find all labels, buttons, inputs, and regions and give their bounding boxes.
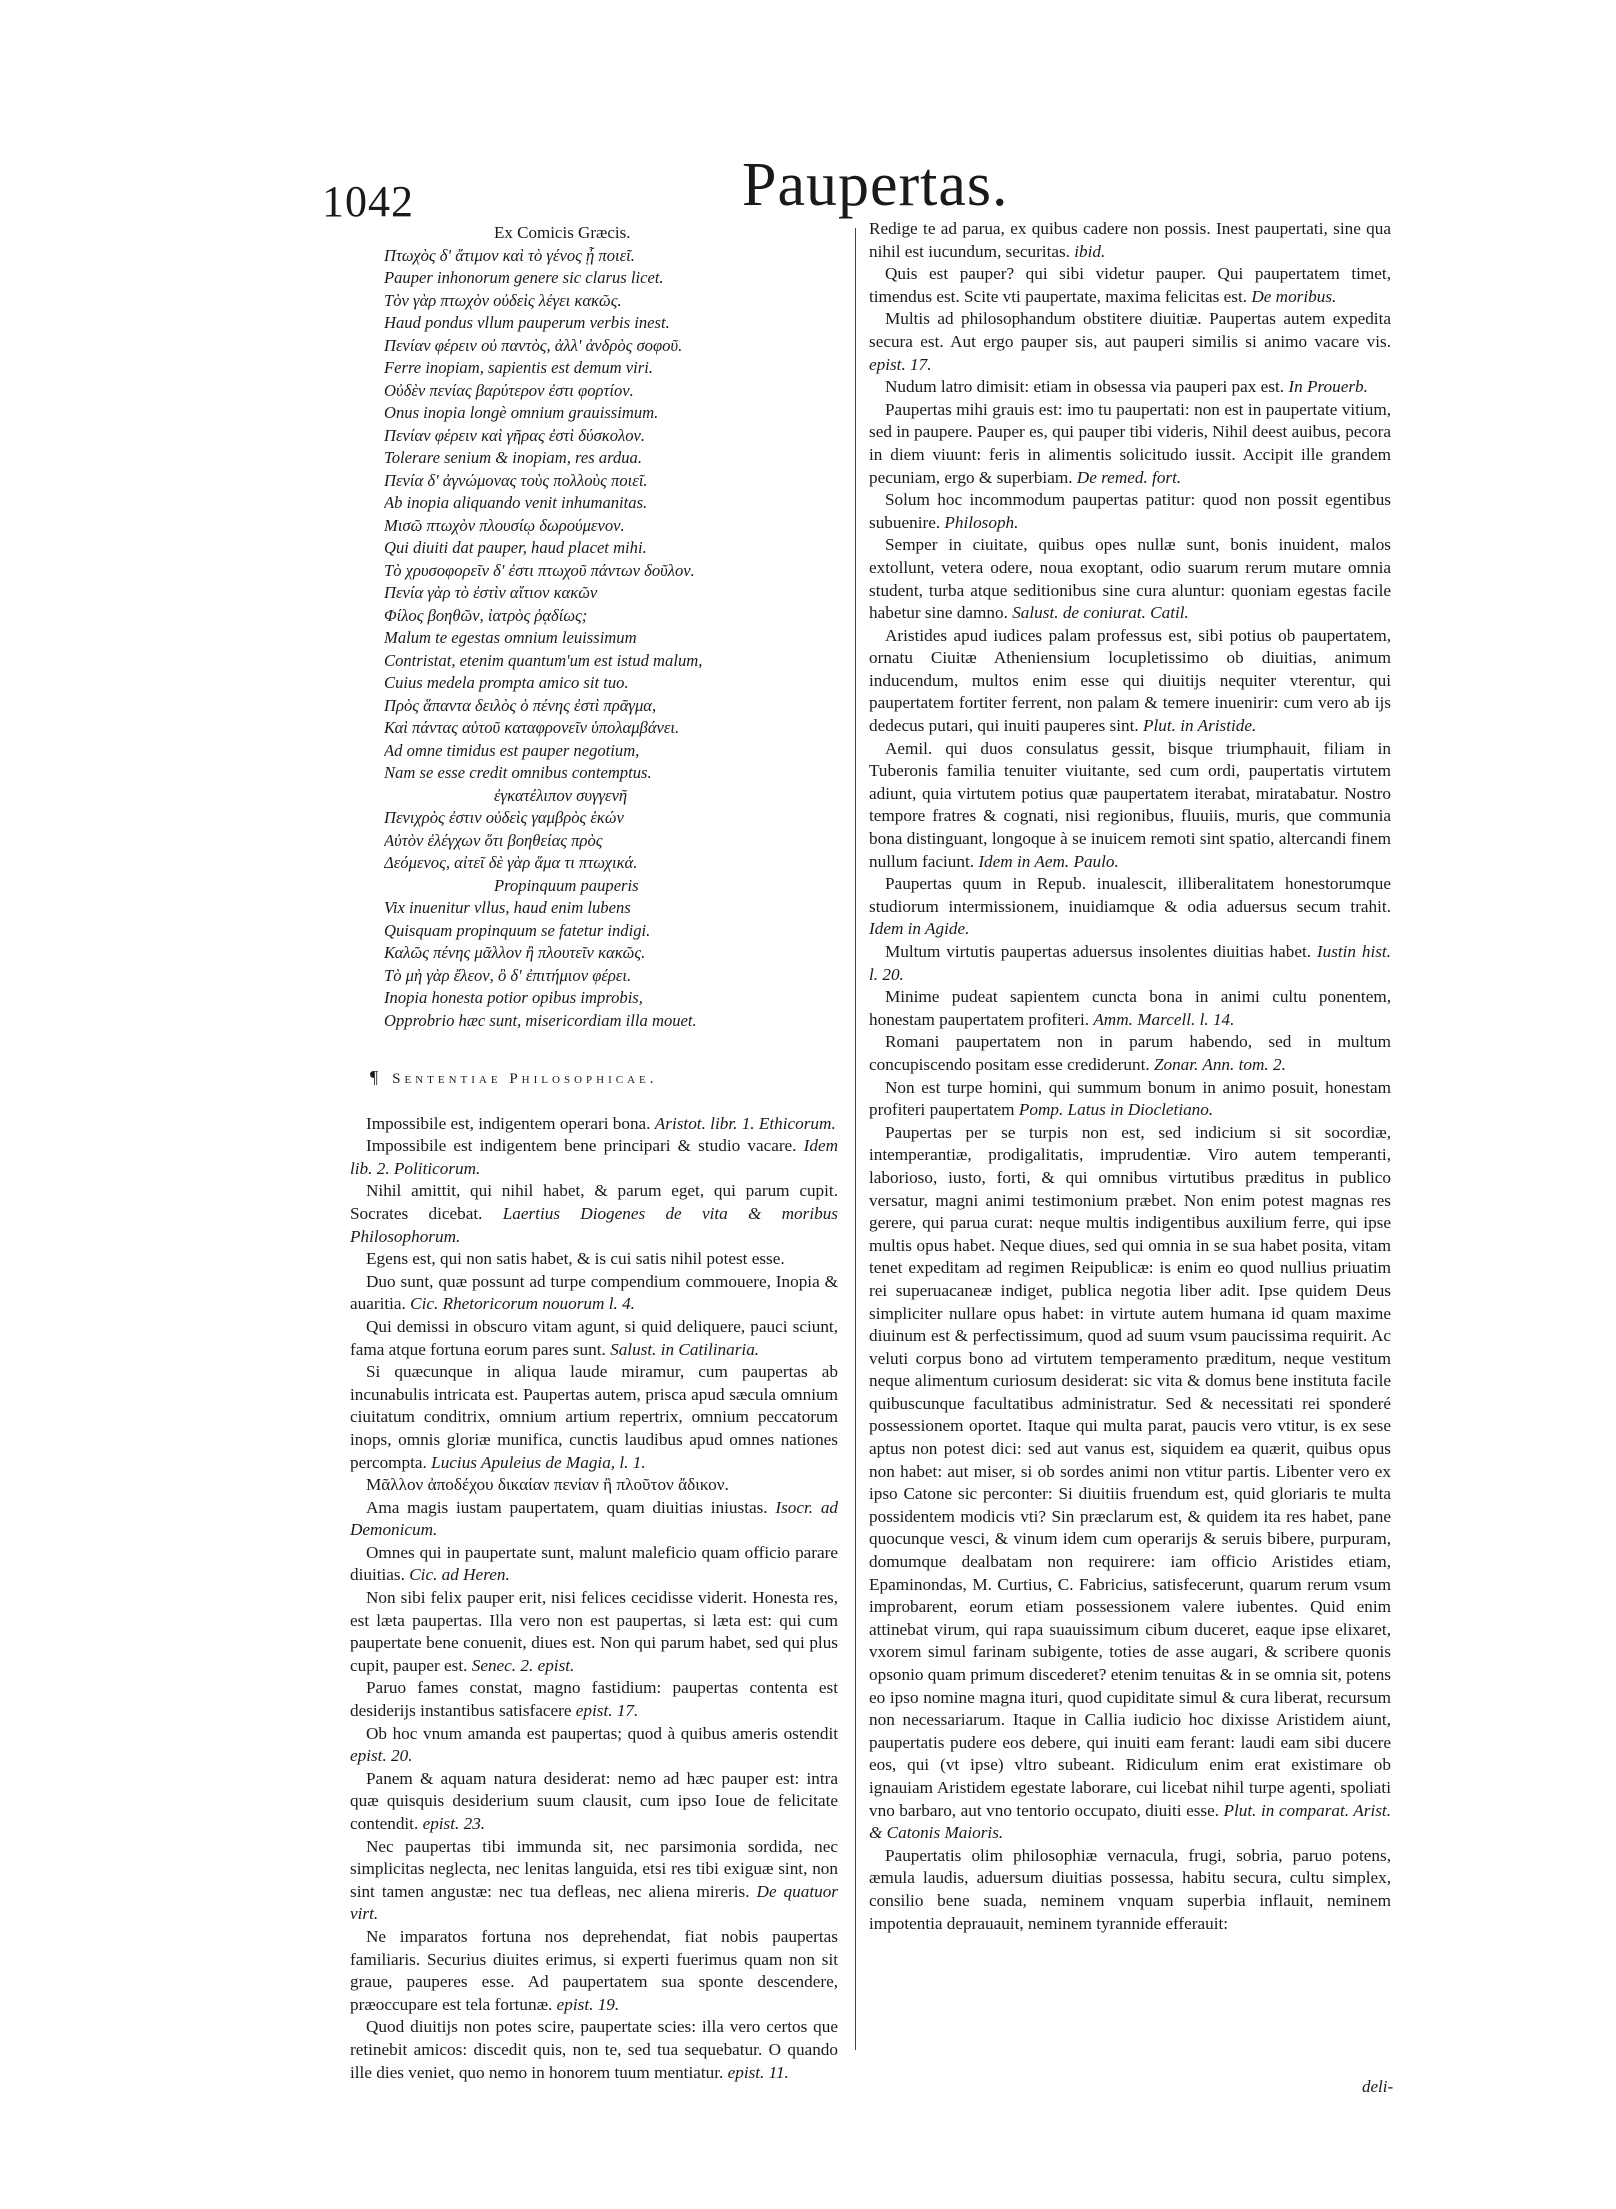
paragraph bbox=[350, 2016, 838, 2084]
page-number: 1042 bbox=[322, 177, 414, 226]
source-citation: epist. 23. bbox=[422, 1814, 486, 1833]
verse-line: Πενία γὰρ τὸ ἐστὶν αἴτιον κακῶν bbox=[384, 583, 598, 602]
paragraph-text: Panem & aquam natura desiderat: nemo ad hæc pauper est: intra quæ quisquis desiderium suum clausit, cum ipso Ioue de felicitate contendit. bbox=[350, 1768, 838, 1833]
paragraph bbox=[350, 1361, 838, 1474]
paragraph bbox=[869, 1031, 1391, 1076]
verse-line: Malum te egestas omnium leuissimum bbox=[384, 628, 637, 647]
paragraph bbox=[869, 941, 1391, 986]
paragraph bbox=[350, 1768, 838, 1836]
catchword: deli- bbox=[1362, 2077, 1394, 2096]
paragraph bbox=[869, 986, 1391, 1031]
source-citation: epist. 17. bbox=[869, 354, 932, 374]
verse-line: Ferre inopiam, sapientis est demum viri. bbox=[384, 358, 653, 377]
verse-line: Πρὸς ἅπαντα δειλὸς ὁ πένης ἐστὶ πρᾶγμα, bbox=[384, 695, 657, 715]
verse-line: Δεόμενος, αἰτεῖ δὲ γὰρ ἅμα τι πτωχικά. bbox=[384, 853, 638, 872]
verse-line: Τὸ μὴ γὰρ ἔλεον, ὃ δ' ἐπιτήμιον φέρει. bbox=[384, 965, 632, 985]
paragraph bbox=[869, 1122, 1391, 1845]
paragraph-text: Paupertatis olim philosophiæ vernacula, frugi, sobria, paruo potens, æmula laudis, aduersum diuitias possessa, habitu secura, cultu simplex, consilio bene suada, neminem vnquam superbia inflauit, neminem impotentia deprauauit, neminem tyrannide efferauit: bbox=[869, 1845, 1391, 1933]
right-column bbox=[869, 218, 1391, 1935]
paragraph-text: Nec paupertas tibi immunda sit, nec parsimonia sordida, nec simplicitas neglecta, nec lenitas languida, etsi res tibi exiguæ sint, non sint tamen angustæ: nec tua defleas, nec aliena mireris. bbox=[350, 1836, 838, 1901]
paragraph-text: Impossibile est indigentem bene principari & studio vacare. bbox=[366, 1136, 804, 1156]
paragraph-text: Multis ad philosophandum obstitere diuitiæ. Paupertas autem expedita secura est. Aut ergo pauper sis, aut pauperi similis si animo vacare vis. bbox=[869, 309, 1391, 351]
verse-line: Nam se esse credit omnibus contemptus. bbox=[384, 763, 652, 782]
paragraph bbox=[869, 399, 1391, 489]
right-paragraphs bbox=[869, 218, 1391, 1935]
source-citation: De remed. fort. bbox=[1076, 467, 1182, 487]
source-citation: Idem lib. 2. Politicorum. bbox=[350, 1136, 838, 1178]
verse-line: Pauper inhonorum genere sic clarus licet. bbox=[384, 268, 664, 287]
verse-line: Ad omne timidus est pauper negotium, bbox=[384, 740, 640, 760]
source-citation: Zonar. Ann. tom. 2. bbox=[1153, 1054, 1286, 1074]
paragraph bbox=[869, 625, 1391, 738]
source-citation: In Prouerb. bbox=[1288, 377, 1368, 397]
paragraph bbox=[869, 489, 1391, 534]
paragraph-text: Egens est, qui non satis habet, & is cui satis nihil potest esse. bbox=[366, 1249, 785, 1269]
paragraph-text: Redige te ad parua, ex quibus cadere non possis. Inest paupertati, sine qua nihil est iucundum, securitas. bbox=[869, 219, 1391, 261]
verse-line: Τὸν γὰρ πτωχὸν οὐδεὶς λέγει κακῶς. bbox=[384, 290, 622, 310]
verse-line: Vix inuenitur vllus, haud enim lubens bbox=[384, 898, 631, 917]
paragraph-text: Μᾶλλον ἀποδέχου δικαίαν πενίαν ἢ πλοῦτον ἄδικον. bbox=[366, 1475, 729, 1495]
source-citation: Isocr. ad Demonicum. bbox=[350, 1497, 839, 1540]
paragraph bbox=[350, 1836, 838, 1926]
source-citation: Pomp. Latus in Diocletiano. bbox=[1018, 1100, 1214, 1120]
paragraph bbox=[350, 1248, 838, 1271]
source-citation: Idem in Aem. Paulo. bbox=[978, 851, 1119, 871]
verse-subheading: ἐγκατέλιπον συγγενῆ bbox=[494, 785, 628, 805]
verse-lines-continued bbox=[384, 807, 838, 875]
paragraph-text: Non sibi felix pauper erit, nisi felices cecidisse viderit. Honesta res, est læta paupertas. Illa vero non est paupertas, si læta est: qui cum paupertate bene conuenit, diues est. Non qui parum habet, sed qui plus cupit, pauper est. bbox=[350, 1588, 838, 1675]
source-citation: epist. 19. bbox=[556, 1994, 620, 2014]
paragraph-text: Nudum latro dimisit: etiam in obsessa via pauperi pax est. bbox=[885, 377, 1289, 397]
source-citation: Iustin hist. l. 20. bbox=[869, 942, 1392, 984]
verse-line: Πενία δ' ἀγνώμονας τοὺς πολλοὺς ποιεῖ. bbox=[384, 470, 648, 490]
paragraph-text: Paupertas mihi grauis est: imo tu paupertati: non est in paupertate vitium, sed in paupere. Pauper es, qui pauper tibi videris, Nihil deest auibus, pecora in diem viuunt: feris in alimentis solicitudo iussit. Accipit ille grandem pecuniam, ergo & superbiam. bbox=[869, 399, 1391, 487]
source-citation: Laertius Diogenes de vita & moribus Philosophorum. bbox=[350, 1203, 838, 1246]
verse-line: Tolerare senium & inopiam, res ardua. bbox=[384, 448, 642, 467]
paragraph-text: Quod diuitijs non potes scire, paupertate scies: illa vero certos que retinebit amicos: discedit quis, non te, sed tua sequebatur. O quando ille dies veniet, quo nemo in honorem tuum mentiatur. bbox=[350, 2017, 838, 2082]
paragraph-text: Ne imparatos fortuna nos deprehendat, fiat nobis paupertas familiaris. Securius diuites erimus, si experti fuerimus quam non sit graue, pauperes esse. Ad paupertatem sua sponte descendere, præoccupare est tela fortunæ. bbox=[350, 1926, 838, 2014]
source-citation: Aristot. libr. 1. Ethicorum. bbox=[654, 1113, 836, 1133]
paragraph-text: Duo sunt, quæ possunt ad turpe compendium commouere, Inopia & auaritia. bbox=[350, 1271, 838, 1314]
source-citation: De moribus. bbox=[1251, 286, 1337, 306]
verse-line: Onus inopia longè omnium grauissimum. bbox=[384, 403, 659, 422]
paragraph-text: Ama magis iustam paupertatem, quam diuitias iniustas. bbox=[366, 1497, 776, 1517]
running-title: Paupertas. bbox=[742, 151, 1009, 219]
source-citation: Plut. in Aristide. bbox=[1143, 716, 1257, 736]
paragraph bbox=[350, 1271, 838, 1316]
left-paragraphs bbox=[350, 1113, 838, 2085]
section-heading bbox=[350, 1066, 838, 1091]
source-citation: epist. 17. bbox=[575, 1701, 639, 1721]
paragraph-text: Aristides apud iudices palam professus est, sibi potius ob paupertatem, ornatu Ciuitæ Atheniensium locupletissimo ob diuitias, animum inducendum, multos enim esse qui diuitijs nequiter vterentur, qui paupertatem fortiter ferrent, non palam & temere inuenirir: cum vero ab ijs dedecus putari, qui inuiti pauperes sint. bbox=[869, 625, 1391, 736]
verse-line: Qui diuiti dat pauper, haud placet mihi. bbox=[384, 538, 647, 557]
source-citation: Amm. Marcell. l. 14. bbox=[1093, 1009, 1235, 1029]
source-citation: Senec. 2. epist. bbox=[471, 1655, 575, 1675]
verse-line: Cuius medela prompta amico sit tuo. bbox=[384, 673, 629, 692]
verse-line: Αὐτὸν ἐλέγχων ὅτι βοηθείας πρὸς bbox=[384, 830, 603, 850]
paragraph bbox=[350, 1926, 838, 2016]
paragraph bbox=[869, 534, 1391, 624]
paragraph-text: Romani paupertatem non in parum habendo, sed in multum concupiscendo positam esse crediderunt. bbox=[869, 1032, 1391, 1074]
paragraph bbox=[869, 308, 1391, 376]
paragraph-text: Qui demissi in obscuro vitam agunt, si quid deliquere, pauci sciunt, fama atque fortuna eorum pares sunt. bbox=[350, 1316, 838, 1359]
source-citation: ibid. bbox=[1074, 241, 1106, 261]
paragraph-text: Si quæcunque in aliqua laude miramur, cum paupertas ab incunabulis intricata est. Paupertas autem, prisca apud sæcula omnium ciuitatum conditrix, omnium artium repertrix, omnium peccatorum inops, omnis gloriæ munifica, cunctis laudibus apud omnes nationes percompta. bbox=[350, 1362, 838, 1472]
column-divider bbox=[855, 228, 856, 2050]
verse-lines-final bbox=[384, 897, 838, 1032]
source-citation: De quatuor virt. bbox=[350, 1881, 838, 1924]
paragraph-text: Nihil amittit, qui nihil habet, & parum eget, qui parum cupit. Socrates dicebat. bbox=[350, 1181, 838, 1223]
verse-line: Πενιχρὸς ἐστιν οὐδεὶς γαμβρὸς ἑκών bbox=[384, 808, 624, 827]
paragraph bbox=[350, 1316, 838, 1361]
source-citation: Cic. ad Heren. bbox=[409, 1565, 510, 1585]
source-citation: Idem in Agide. bbox=[869, 919, 970, 939]
source-citation: Cic. Rhetoricorum nouorum l. 4. bbox=[410, 1294, 635, 1314]
source-citation: Plut. in comparat. Arist. & Catonis Maioris. bbox=[869, 1800, 1391, 1843]
paragraph bbox=[350, 1497, 838, 1542]
paragraph bbox=[350, 1180, 838, 1248]
paragraph-text: Paruo fames constat, magno fastidium: paupertas contenta est desiderijs instantibus satisfacere bbox=[350, 1678, 838, 1721]
verse-line: Καλῶς πένης μᾶλλον ἢ πλουτεῖν κακῶς. bbox=[384, 943, 646, 962]
verse-line: Ab inopia aliquando venit inhumanitas. bbox=[384, 493, 648, 512]
source-citation: epist. 11. bbox=[727, 2062, 789, 2082]
pilcrow-icon: ¶ bbox=[370, 1067, 379, 1087]
verse-line: Φίλος βοηθῶν, ἰατρὸς ῥᾳδίως; bbox=[384, 605, 588, 625]
verse-line: Οὐδὲν πενίας βαρύτερον ἐστι φορτίον. bbox=[384, 380, 634, 400]
verse-line: Μισῶ πτωχὸν πλουσίῳ δωρούμενον. bbox=[384, 515, 625, 535]
paragraph bbox=[869, 263, 1391, 308]
paragraph-text: Minime pudeat sapientem cuncta bona in animi cultu ponentem, honestam paupertatem profiteri. bbox=[869, 987, 1391, 1029]
verse-line: Τὸ χρυσοφορεῖν δ' ἐστι πτωχοῦ πάντων δοῦλον. bbox=[384, 560, 695, 580]
paragraph bbox=[350, 1587, 838, 1677]
verse-lines bbox=[384, 245, 838, 785]
paragraph bbox=[350, 1113, 838, 1136]
paragraph bbox=[869, 218, 1391, 263]
verse-line: Quisquam propinquum se fatetur indigi. bbox=[384, 920, 651, 940]
paragraph-text: Ob hoc vnum amanda est paupertas; quod à quibus ameris ostendit bbox=[366, 1723, 838, 1743]
source-citation: Philosoph. bbox=[944, 512, 1019, 532]
paragraph bbox=[350, 1677, 838, 1722]
paragraph-text: Solum hoc incommodum paupertas patitur: quod non possit egentibus subuenire. bbox=[869, 490, 1391, 532]
paragraph bbox=[869, 738, 1391, 874]
paragraph-text: Paupertas quum in Repub. inualescit, illiberalitatem honestorumque studiorum intermissionem, inuidiamque & odia aduersus secum trahit. bbox=[869, 874, 1391, 916]
verse-line: Haud pondus vllum pauperum verbis inest. bbox=[384, 313, 670, 332]
paragraph-text: Non est turpe homini, qui summum bonum in animo posuit, honestam profiteri paupertatem bbox=[869, 1077, 1391, 1120]
verse-line: Πενίαν φέρειν καὶ γῆρας ἐστὶ δύσκολον. bbox=[384, 425, 646, 445]
verse-line: Καὶ πάντας αὑτοῦ καταφρονεῖν ὑπολαμβάνει. bbox=[384, 718, 680, 737]
paragraph-text: Semper in ciuitate, quibus opes nullæ sunt, bonis inuident, malos extollunt, vetera odere, noua exoptant, odio suarum rerum mutare omnia student, turba atque seditionibus sine cura aluntur: quoniam egestas facile habetur sine damno. bbox=[869, 535, 1391, 623]
paragraph-text: Quis est pauper? qui sibi videtur pauper. Qui paupertatem timet, timendus est. Scite vti paupertate, maxima felicitas est. bbox=[869, 264, 1391, 306]
source-citation: Salust. de coniurat. Catil. bbox=[1012, 603, 1189, 623]
verse-line: Opprobrio hæc sunt, misericordiam illa mouet. bbox=[384, 1010, 697, 1030]
paragraph bbox=[869, 376, 1391, 399]
verse-line: Contristat, etenim quantum'um est istud malum, bbox=[384, 650, 703, 670]
paragraph bbox=[350, 1723, 838, 1768]
source-citation: Salust. in Catilinaria. bbox=[610, 1339, 760, 1359]
paragraph bbox=[350, 1135, 838, 1180]
paragraph-text: Aemil. qui duos consulatus gessit, bisque triumphauit, filiam in Tuberonis familia tenuiter viuitante, sed cum ordi, paupertatis virtutem adiunt, quia virtutem potius quæ paupertatem iterabat, miratabatur. Nostro tempore fratres & cognati, nisi regionibus, fluuiis, muris, que communia bona distinguant, longoque à se inuicem remoti sint spatio, altercandi finem nullum faciunt. bbox=[869, 738, 1391, 871]
paragraph bbox=[869, 873, 1391, 941]
source-citation: Lucius Apuleius de Magia, l. 1. bbox=[431, 1452, 646, 1472]
paragraph bbox=[869, 1845, 1391, 1935]
paragraph bbox=[350, 1542, 838, 1587]
verse-block bbox=[350, 222, 838, 1032]
verse-line: Πτωχὸς δ' ἄτιμον καὶ τὸ γένος ᾖ ποιεῖ. bbox=[384, 245, 635, 265]
paragraph bbox=[350, 1474, 838, 1497]
left-column bbox=[350, 222, 838, 2084]
verse-line: Πενίαν φέρειν οὐ παντὸς, ἀλλ' ἀνδρὸς σοφοῦ. bbox=[384, 335, 683, 355]
verse-line: Inopia honesta potior opibus improbis, bbox=[384, 988, 643, 1007]
paragraph-text: Impossibile est, indigentem operari bona. bbox=[366, 1113, 655, 1133]
verse-subheading: Propinquum pauperis bbox=[494, 875, 639, 895]
section-heading-text: Sententiae Philosophicae. bbox=[392, 1071, 658, 1087]
paragraph-text: Paupertas per se turpis non est, sed indicium si sit socordiæ, intemperantiæ, prodigalitatis, imprudentiæ. Viro autem temperanti, laborioso, iusto, forti, & qui omnibus virtutibus præditus in publico versatur, magni animi testimonium præbet. Non enim potest magnas res gerere, qui parua curat: neque multis indigentibus auxilium ferre, qui ipse multis opus habet. Neque diues, sed qui omnia in se sua habet posita, vitam tenet expeditam ad regimen Reipublicæ: is enim eo quod nullius priuatim rei superuacaneæ indiget, publica negotia liber adit. Ipse quidem Deus simpliciter nullare opus habet: in virtute autem humana id quam maxime diuinum est & perfectissimum, quod ad suum vsum paucissima requirit. Ac veluti corpus bono ad virtutem temperamento præditum, neque vestitum neque alimentum curiosum desiderat: sic vita & domus bene instituta facile quibuscunque facultatibus administratur. Sed & necessitati rei sponderé possessionem oportet. Itaque qui multa parat, paucis vero vtitur, is ex sese aptus non potest dici: sed aut vanus est, siquidem ea quærit, quibus opus non habet: aut miser, si ob sordes animi non vtitur partis. Libenter vero ex ipso Catone sic perconter: Si diuitiis fruendum est, quid gloriaris te multa possidentem modicis vti? Sin præclarum est, & quidem ita res habet, pane quocunque vesci, & vinum idem cum operarijs & seruis bibere, purpuram, domumque dealbatam non requirere: iam officio Aristides etiam, Epaminondas, M. Curtius, C. Fabricius, satisfecerunt, quarum rerum vsum improbarent, eorum etiam possessionem valere iubentes. Quid enim attinebat virum, qui rapa suauissimum cibum duceret, eaque ipse elixaret, vxorem simul farinam subigente, toties de asse augari, & scribere quonis opsonio quam primum discederet? etenim tenuitas & in se omnia sit, potens eo ipso nomine magna ituri, quod cupiditate simul & cura liberat, recursum non necessariarum. Itaque in Callia iudicio hoc dixisse Aristidem aiunt, paupertatis pudere eos debere, qui inuiti eam ferant: laudi eam sibi ducere eos, qui (vt ipse) vltro subeant. Ridiculum enim erat existimare ob ignauiam Aristidem egestate laborare, cui licebat nihil turpe agenti, spoliati vno barbaro, aut vno tentorio occupato, diuiti esse. bbox=[869, 1122, 1391, 1820]
paragraph bbox=[869, 1077, 1391, 1122]
paragraph-text: Omnes qui in paupertate sunt, malunt maleficio quam officio parare diuitias. bbox=[350, 1542, 838, 1585]
source-citation: epist. 20. bbox=[350, 1746, 413, 1766]
paragraph-text: Multum virtutis paupertas aduersus insolentes diuitias habet. bbox=[885, 942, 1317, 961]
verse-heading: Ex Comicis Græcis. bbox=[494, 223, 631, 242]
